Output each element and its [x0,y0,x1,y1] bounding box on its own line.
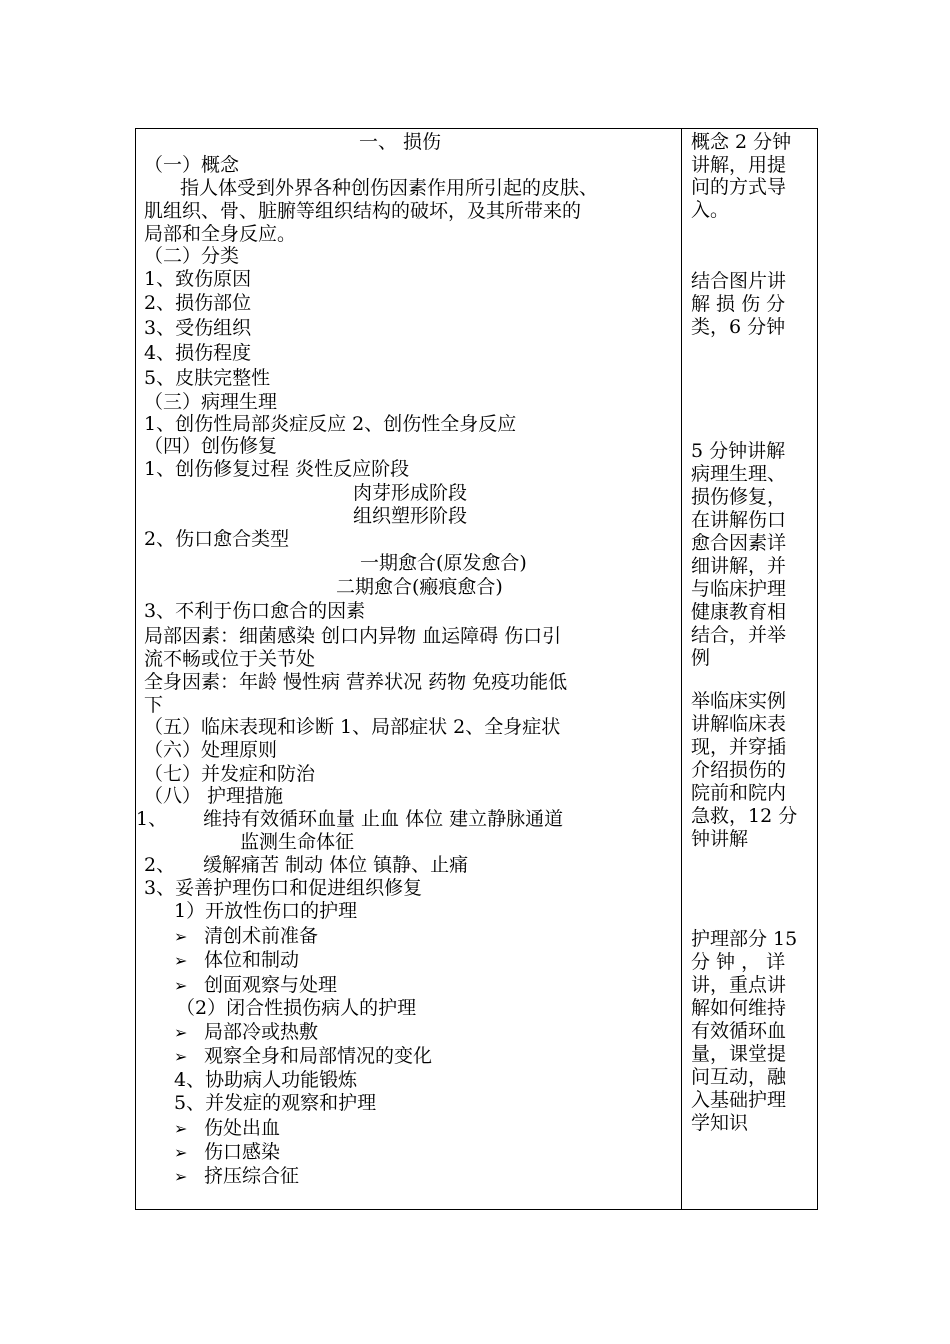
note-line: 解如何维持 [691,997,787,1019]
nursing-item-number: 2、 [144,854,176,876]
note-line: 分 钟 ， 详 [691,951,786,973]
nursing-item: 3、妥善护理伤口和促进组织修复 [144,877,423,899]
note-line: 学知识 [691,1112,749,1134]
nursing-item: 4、协助病人功能锻炼 [174,1069,358,1091]
notes-column [682,129,818,1209]
note-line: 钟讲解 [691,828,749,850]
repair-stage: 组织塑形阶段 [353,505,468,527]
healing-type-item: 一期愈合(原发愈合) [360,552,527,574]
concept-text-line: 局部和全身反应。 [144,223,297,245]
nursing-item-text: 维持有效循环血量 止血 体位 建立静脉通道 [203,808,564,830]
content-column [136,129,681,1209]
classification-item: 2、损伤部位 [144,292,252,314]
note-line: 与临床护理 [691,578,787,600]
note-line: 例 [691,647,711,669]
note-line: 现，并穿插 [691,736,787,758]
classification-item: 4、损伤程度 [144,342,252,364]
heading-nursing: （八） 护理措施 [144,785,284,807]
systemic-factors: 全身因素：年龄 慢性病 营养状况 药物 免疫功能低 [144,671,568,693]
heading-pathophysiology: （三）病理生理 [144,391,278,413]
note-line: 病理生理、 [691,463,787,485]
bullet-item: ➢ 观察全身和局部情况的变化 [174,1045,432,1068]
repair-stage: 肉芽形成阶段 [353,482,468,504]
note-line: 有效循环血 [691,1020,787,1042]
note-line: 5 分钟讲解 [691,440,786,462]
bullet-item: ➢ 挤压综合征 [174,1165,299,1188]
systemic-factors-cont: 下 [144,694,164,716]
note-line: 结合图片讲 [691,270,787,292]
note-line: 类，6 分钟 [691,316,786,338]
bullet-item: ➢ 创面观察与处理 [174,974,337,997]
note-line: 愈合因素详 [691,532,787,554]
note-line: 细讲解，并 [691,555,787,577]
healing-type-item: 二期愈合(瘢痕愈合) [336,576,503,598]
bullet-item: ➢ 体位和制动 [174,949,299,972]
note-line: 问互动，融 [691,1066,787,1088]
note-line: 讲解临床表 [691,713,787,735]
classification-item: 5、皮肤完整性 [144,367,271,389]
section-title: 一、 损伤 [359,131,442,153]
heading-treatment: （六）处理原则 [144,739,278,761]
note-line: 入。 [691,198,730,221]
repair-process: 1、创伤修复过程 炎性反应阶段 [144,458,410,480]
heading-concept: （一）概念 [144,154,240,176]
bullet-item: ➢ 清创术前准备 [174,925,318,948]
nursing-item-number: 1、 [136,808,168,830]
note-line: 解 损 伤 分 [691,293,786,315]
heading-classification: （二）分类 [144,245,240,267]
classification-item: 3、受伤组织 [144,317,252,339]
note-line: 介绍损伤的 [691,759,787,781]
local-factors-cont: 流不畅或位于关节处 [144,648,316,670]
note-line: 举临床实例 [691,690,787,712]
note-line: 入基础护理 [691,1089,787,1111]
nursing-item-text-cont: 监测生命体征 [240,831,355,853]
heading-clinical: （五）临床表现和诊断 1、局部症状 2、全身症状 [144,716,561,738]
lesson-table [135,128,818,1210]
subsection-open-wound: 1）开放性伤口的护理 [174,900,358,922]
note-line: 概念 2 分钟 [691,131,792,153]
unfavorable-factors: 3、不利于伤口愈合的因素 [144,600,366,622]
note-line: 量，课堂提 [691,1043,787,1065]
note-line: 急救，12 分 [691,805,798,827]
healing-types: 2、伤口愈合类型 [144,528,290,550]
bullet-item: ➢ 伤处出血 [174,1117,280,1140]
note-line: 损伤修复， [691,486,787,508]
note-line: 结合，并举 [691,624,787,646]
note-line: 讲，重点讲 [691,974,787,996]
local-factors: 局部因素：细菌感染 创口内异物 血运障碍 伤口引 [144,625,562,647]
classification-item: 1、致伤原因 [144,268,252,290]
heading-repair: （四）创伤修复 [144,435,278,457]
note-line: 讲解，用提 [691,153,787,176]
note-line: 问的方式导 [691,176,787,198]
note-line: 院前和院内 [691,782,787,804]
note-line: 护理部分 15 [691,928,798,950]
concept-text-line: 肌组织、骨、脏腑等组织结构的破坏，及其所带来的 [144,200,582,222]
pathophysiology-text: 1、创伤性局部炎症反应 2、创伤性全身反应 [144,413,517,435]
bullet-item: ➢ 伤口感染 [174,1141,280,1164]
nursing-item: 5、并发症的观察和护理 [174,1092,377,1114]
bullet-item: ➢ 局部冷或热敷 [174,1021,318,1044]
note-line: 健康教育相 [691,601,787,623]
subsection-closed-injury: （2）闭合性损伤病人的护理 [176,997,417,1019]
note-line: 在讲解伤口 [691,509,787,531]
concept-text-line: 指人体受到外界各种创伤因素作用所引起的皮肤、 [180,177,599,199]
heading-complications: （七）并发症和防治 [144,763,316,785]
nursing-item-text: 缓解痛苦 制动 体位 镇静、止痛 [203,854,469,876]
